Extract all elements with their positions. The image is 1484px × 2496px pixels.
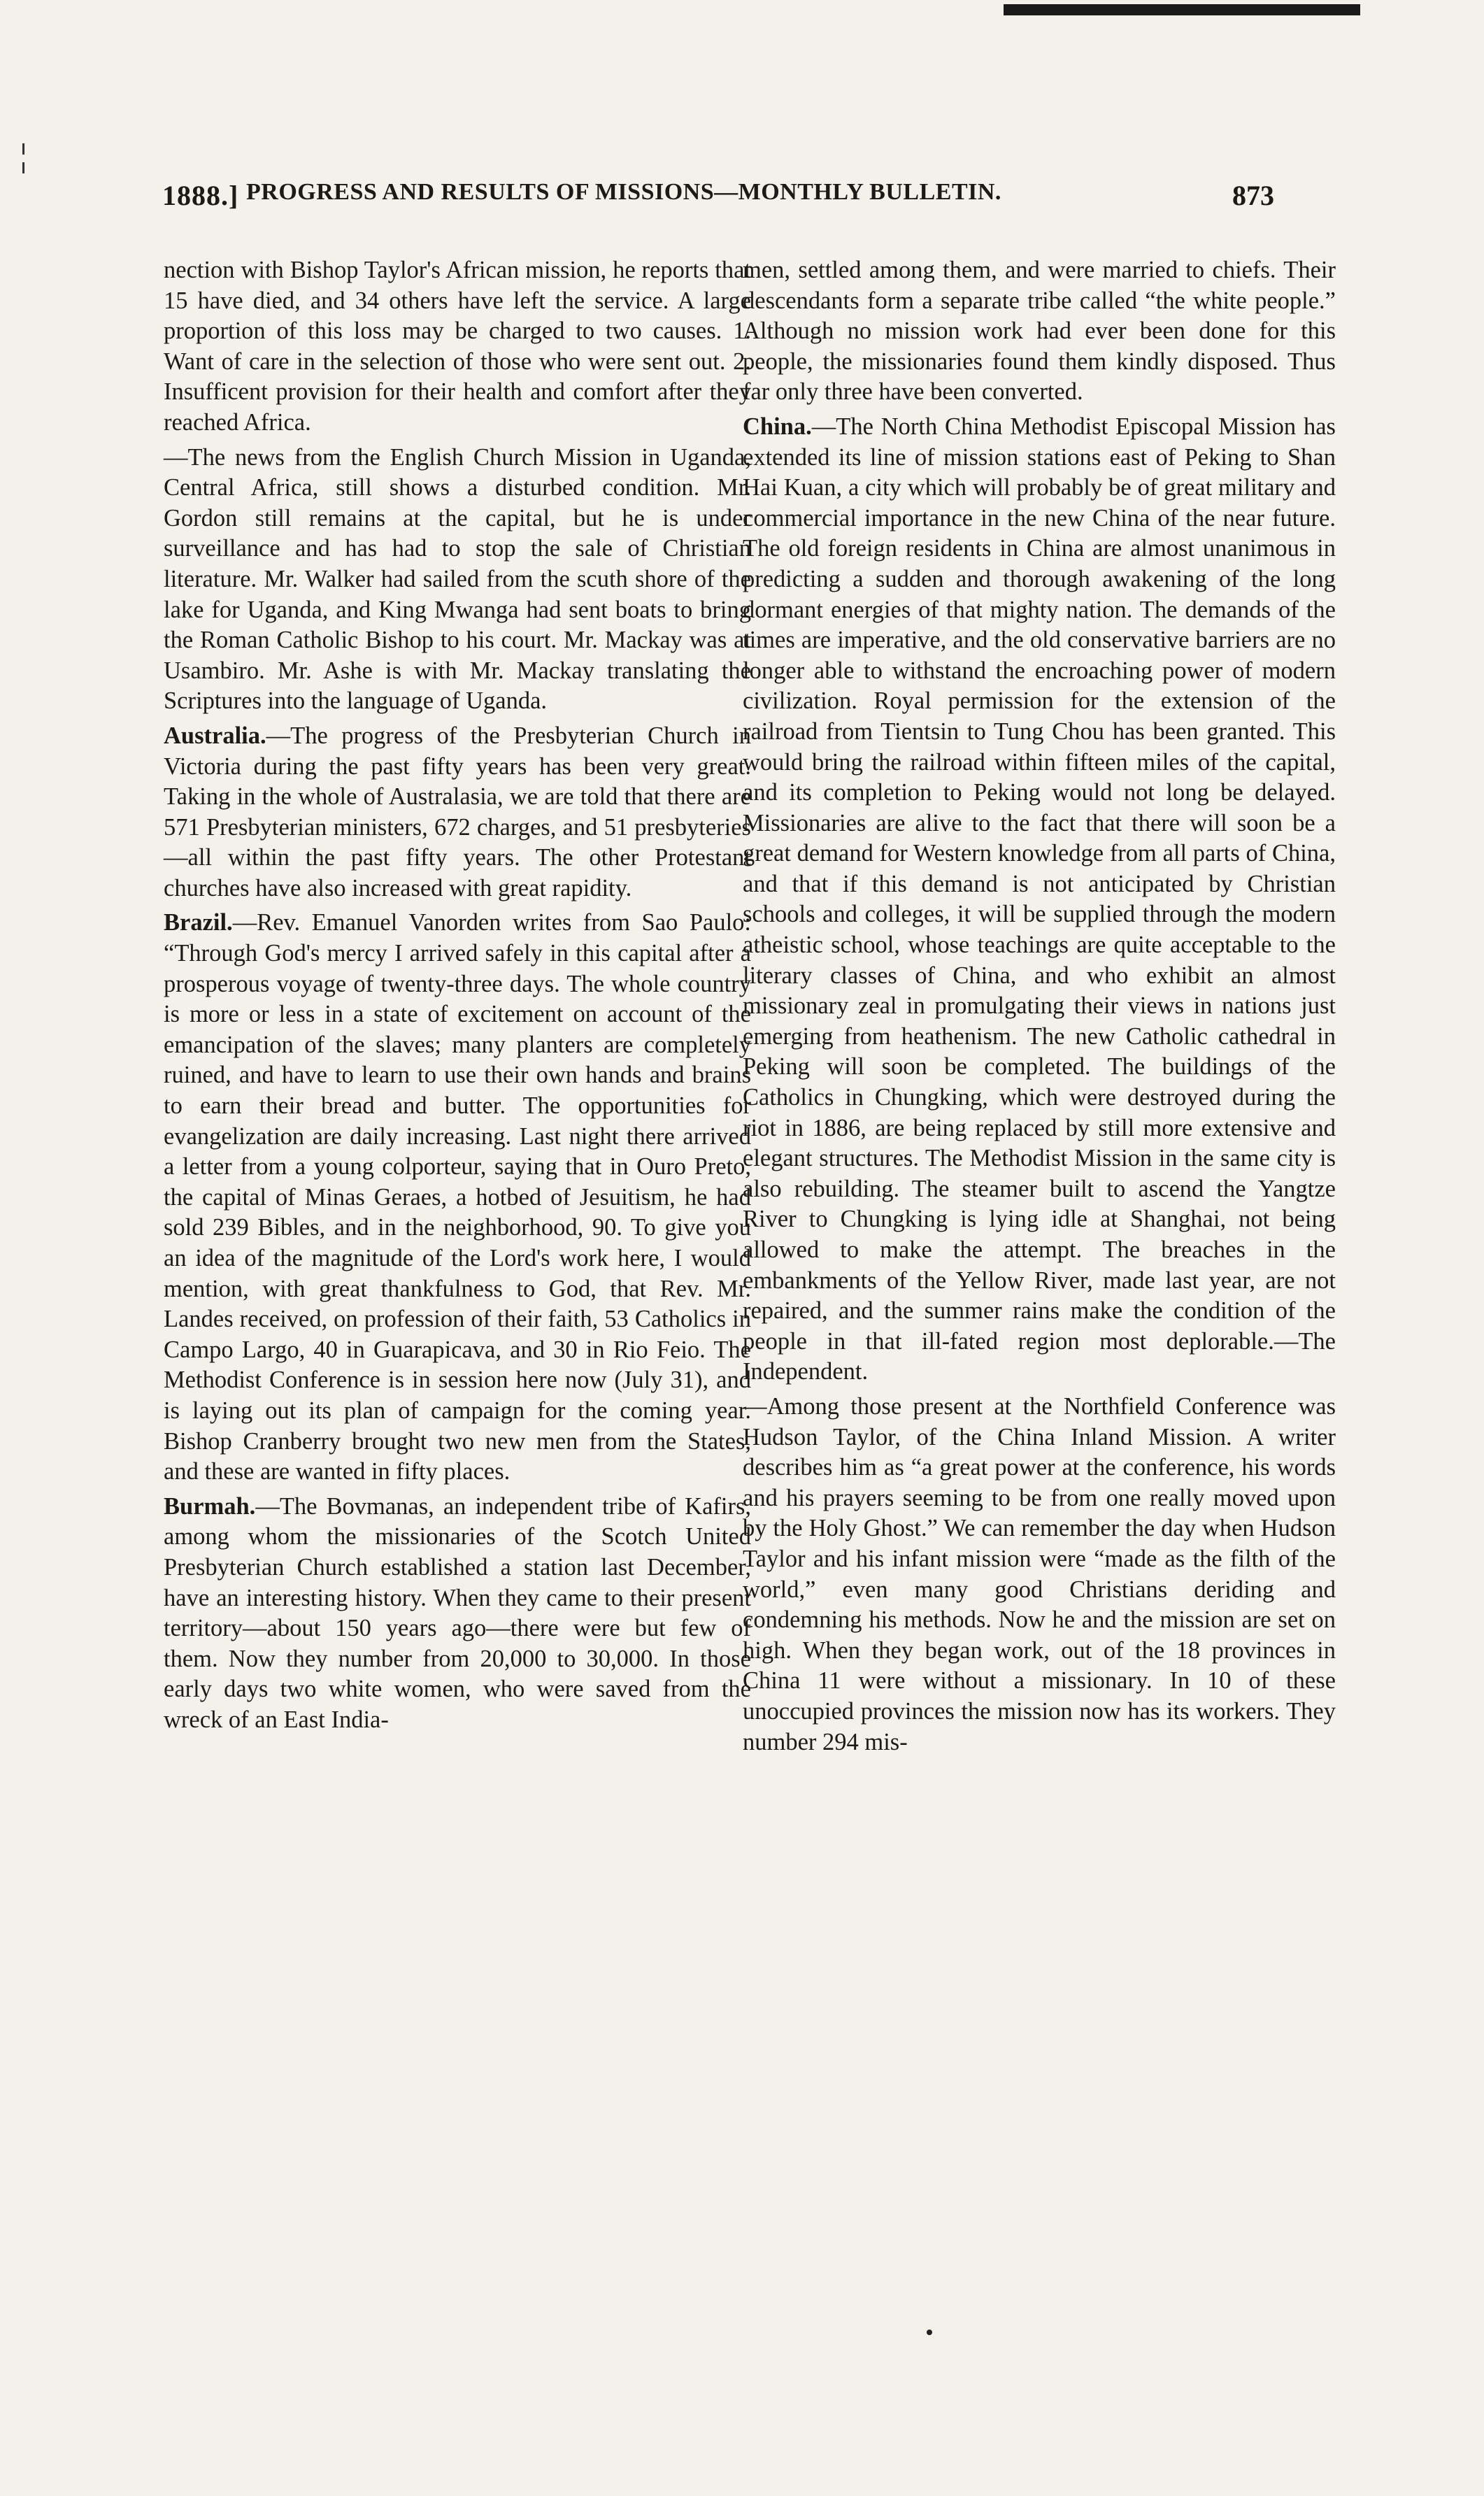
- left-column: [164, 255, 751, 1736]
- margin-mark: [22, 162, 24, 173]
- paragraph: Burmah.—The Bovmanas, an independent tribe of Kafirs, among whom the missionaries of the Scotch United Presbyterian Church established a station last December, have an interesting history. When they came to their present territory—about 150 years ago—there were but few of them. Now they number from 20,000 to 30,000. In those early days two white women, who were saved from the wreck of an East India-: [164, 1492, 751, 1733]
- right-column: [743, 255, 1336, 1757]
- margin-mark: [22, 143, 24, 155]
- top-rule: [1004, 4, 1360, 15]
- page-number: 873: [1232, 180, 1274, 211]
- paragraph: —Among those present at the Northfield Conference was Hudson Taylor, of the China Inland Mission. A writer describes him as “a great power at the conference, his words and his prayers seeming to be from one really moved upon by the Holy Ghost.” We can remember the day when Hudson Taylor and his infant mission were “made as the filth of the world,” even many good Christians deriding and condemning his methods. Now he and the mission are set on high. When they began work, out of the 18 provinces in China 11 were without a missionary. In 10 of these unoccupied provinces the mission now has its workers. They number 294 mis-: [743, 1392, 1336, 1755]
- paragraph: men, settled among them, and were married to chiefs. Their descendants form a separate tribe called “the white people.” Although no mission work had ever been done for this people, the missionaries found them kindly disposed. Thus far only three have been converted.: [743, 257, 1336, 406]
- page-speck: [927, 2330, 932, 2335]
- paragraph: nection with Bishop Taylor's African mission, he reports that 15 have died, and 34 others have left the service. A large proportion of this loss may be charged to two causes. 1. Want of care in the selection of those who were sent out. 2. Insufficent provision for their health and comfort after they reached Africa.: [164, 257, 751, 436]
- paragraph: Brazil.—Rev. Emanuel Vanorden writes from Sao Paulo: “Through God's mercy I arrived safely in this capital after a prosperous voyage of twenty-three days. The whole country is more or less in a state of excitement on account of the emancipation of the slaves; many planters are completely ruined, and have to learn to use their own hands and brains to earn their bread and butter. The opportunities for evangelization are daily increasing. Last night there arrived a letter from a young colporteur, saying that in Ouro Preto, the capital of Minas Geraes, a hotbed of Jesuitism, he had sold 239 Bibles, and in the neighborhood, 90. To give you an idea of the magnitude of the Lord's work here, I would mention, with great thankfulness to God, that Rev. Mr. Landes received, on profession of their faith, 53 Catholics in Campo Largo, 40 in Guarapicava, and 30 in Rio Feio. The Methodist Conference is in session here now (July 31), and is laying out its plan of campaign for the coming year. Bishop Cranberry brought two new men from the States, and these are wanted in fifty places.: [164, 909, 751, 1485]
- paragraph: Australia.—The progress of the Presbyterian Church in Victoria during the past fifty years has been very great. Taking in the whole of Australasia, we are told that there are 571 Presbyterian ministers, 672 charges, and 51 presbyteries—all within the past fifty years. The other Protestant churches have also increased with great rapidity.: [164, 722, 751, 901]
- header-year: 1888.]: [162, 180, 239, 211]
- header-title: PROGRESS AND RESULTS OF MISSIONS—MONTHLY BULLETIN.: [246, 179, 1001, 205]
- paragraph: China.—The North China Methodist Episcopal Mission has extended its line of mission stations east of Peking to Shan Hai Kuan, a city which will probably be of great military and commercial importance in the new China of the near future. The old foreign residents in China are almost unanimous in predicting a sudden and thorough awakening of the long dormant energies of that mighty nation. The demands of the times are imperative, and the old conservative barriers are no longer able to withstand the encroaching power of modern civilization. Royal permission for the extension of the railroad from Tientsin to Tung Chou has been granted. This would bring the railroad within fifteen miles of the capital, and its completion to Peking would not long be delayed. Missionaries are alive to the fact that there will soon be a great demand for Western knowledge from all parts of China, and that if this demand is not anticipated by Christian schools and colleges, it will be supplied through the modern atheistic school, whose teachings are quite acceptable to the literary classes of China, and who exhibit an almost missionary zeal in promulgating their views in nations just emerging from heathenism. The new Catholic cathedral in Peking will soon be completed. The buildings of the Catholics in Chungking, which were destroyed during the riot in 1886, are being replaced by still more extensive and elegant structures. The Methodist Mission in the same city is also rebuilding. The steamer built to ascend the Yangtze River to Chungking is lying idle at Shanghai, not being allowed to make the attempt. The breaches in the embankments of the Yellow River, made last year, are not repaired, and the summer rains make the condition of the people in that ill-fated region most deplorable.—The Independent.: [743, 413, 1336, 1385]
- running-header: [162, 179, 1274, 221]
- paragraph: —The news from the English Church Mission in Uganda, Central Africa, still shows a disturbed condition. Mr. Gordon still remains at the capital, but he is under surveillance and has had to stop the sale of Christian literature. Mr. Walker had sailed from the scuth shore of the lake for Uganda, and King Mwanga had sent boats to bring the Roman Catholic Bishop to his court. Mr. Mackay was at Usambiro. Mr. Ashe is with Mr. Mackay translating the Scriptures into the language of Uganda.: [164, 443, 751, 715]
